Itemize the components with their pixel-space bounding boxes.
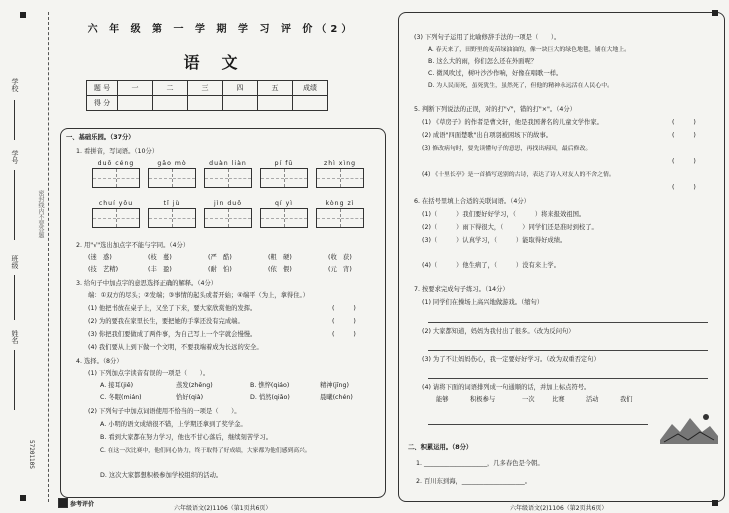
q4-sub-2: (2) 下列句子中加点词语使用不恰当的一项是（ ）。: [88, 408, 241, 415]
registration-mark: [20, 12, 26, 18]
answer-bracket[interactable]: ( ): [672, 184, 696, 191]
q4-option: 恰好(qià): [176, 394, 204, 401]
section-heading: 二、积累运用。（8分）: [408, 444, 473, 451]
question-3: 3. 给句子中加点字的意思选择正确的解释。（4分）: [76, 280, 218, 287]
q7-word: 活动: [586, 396, 599, 403]
q7-word: 积极参与: [470, 396, 496, 403]
writing-grid[interactable]: [204, 208, 252, 228]
q4-option[interactable]: B. 憔悴(qiáo): [250, 382, 290, 389]
writing-grid[interactable]: [316, 208, 364, 228]
registration-mark: [712, 10, 718, 16]
question-4: 4. 选择。（8分）: [76, 358, 123, 365]
s2-item[interactable]: 1. ____________________，几多春色是今朝。: [416, 460, 544, 467]
s2-item[interactable]: 2. 百川东到海，____________________。: [416, 478, 532, 485]
seal-dashed-line: [48, 12, 49, 502]
q4-option[interactable]: C. 冬眠(mián): [100, 394, 142, 401]
q4-option[interactable]: A. 小明的语文成绩很不错，上学期还拿到了奖学金。: [100, 421, 247, 428]
q4-sub-1: (1) 下列加点字读音有误的一项是（ ）。: [88, 370, 210, 377]
pinyin-cell: [204, 200, 252, 228]
score-input-cell[interactable]: [153, 96, 188, 111]
pinyin-text: gāo mò: [157, 160, 187, 167]
pinyin-cell: [148, 200, 196, 228]
r3-option[interactable]: A. 春天来了，田野里的麦苗绿油油的，像一块巨大的绿色地毯，铺在大地上。: [428, 47, 631, 53]
score-input-cell[interactable]: [188, 96, 223, 111]
pinyin-cell: [316, 160, 364, 188]
score-cell: 得 分: [87, 96, 118, 111]
q4-option[interactable]: D. 这次大家都想积极参加学校组织的活动。: [100, 472, 223, 479]
q3-item: (3) 你把我们要做成了两件事，为自己写上一个字就会慢慢。: [88, 331, 257, 338]
question-1: 1. 看拼音，写词语。（10分）: [76, 148, 159, 155]
q7-word: 能够: [436, 396, 449, 403]
binding-label-class: 班级: [11, 255, 19, 269]
mountain-scene-illustration: [660, 410, 718, 444]
registration-mark: [712, 500, 718, 506]
binding-strip: [0, 0, 46, 513]
score-table: [86, 80, 328, 111]
r3-option[interactable]: B. 这么大的雨，你们怎么还在外面呢？: [428, 58, 538, 65]
answer-bracket[interactable]: ( ): [332, 318, 356, 325]
footer-label: 参考评价: [70, 501, 95, 508]
q3-item: (4) 我们要从上到下做一个文明，不要我端着成为长远的安全。: [88, 344, 263, 351]
q4-option: 晨曦(chén): [320, 394, 353, 401]
pinyin-cell: [92, 160, 140, 188]
pinyin-cell: [92, 200, 140, 228]
question-2: 2. 用"√"选出加点字不能与字同。（4分）: [76, 242, 190, 249]
binding-line: [14, 275, 15, 320]
score-cell: 成绩: [293, 81, 328, 96]
score-cell: 四: [223, 81, 258, 96]
q4-option[interactable]: A. 接耳(jiē): [100, 382, 134, 389]
writing-grid[interactable]: [148, 168, 196, 188]
q2-option[interactable]: (严 酷): [208, 254, 232, 261]
q6-item[interactable]: (2)（ ）雨下得很大，（ ）同学们还是准时到校了。: [422, 224, 598, 231]
q3-item: (1) 他把书放在桌子上，又坐了下来，要大家欣赏他的发挥。: [88, 305, 257, 312]
binding-label-number: 学号: [11, 150, 19, 164]
answer-bracket[interactable]: ( ): [672, 132, 696, 139]
r3-option[interactable]: C. 微风吹过，树叶沙沙作响，好像在唱歌一样。: [428, 70, 563, 77]
q7-item: (4) 请将下面的词语排列成一句通顺的话，并加上标点符号。: [422, 384, 591, 391]
binding-label-name: 姓名: [11, 330, 19, 344]
writing-grid[interactable]: [92, 168, 140, 188]
q2-option[interactable]: (元 宵): [328, 266, 352, 273]
q3-item: (2) 为的要我在家里长生，要把她的手掌还没有完成端。: [88, 318, 244, 325]
binding-line: [14, 350, 15, 410]
q5-item: (2) 成语"四面楚歌"出自项羽被困垓下的故事。: [422, 132, 553, 139]
q7-item: (3) 为了不让妈妈伤心，我一定要好好学习。（改为双重否定句）: [422, 356, 600, 363]
q4-option[interactable]: B. 看到大家都在努力学习，他也不甘心落后，继续刻苦学习。: [100, 434, 273, 441]
binding-line: [14, 100, 15, 140]
score-cell: 三: [188, 81, 223, 96]
writing-grid[interactable]: [204, 168, 252, 188]
pinyin-cell: [260, 200, 308, 228]
q2-option[interactable]: (迷 惑): [88, 254, 112, 261]
section-heading: 一、基础乐园。（37分）: [66, 134, 135, 141]
answer-line[interactable]: [428, 424, 648, 425]
binding-label-school: 学校: [11, 78, 19, 92]
footer-page-left: 六年级语文(2)1106（第1页共6页）: [174, 505, 272, 512]
question-5: 5. 判断下列说法的正误，对的打"√"，错的打"×"。（4分）: [414, 106, 576, 113]
q6-item[interactable]: (3)（ ）认真学习，（ ）能取得好成绩。: [422, 237, 567, 244]
pinyin-text: tǐ jù: [163, 200, 181, 207]
q2-option[interactable]: (技 艺精): [88, 266, 119, 273]
q7-item: (1) 同学们在操场上高兴地做游戏。（缩句）: [422, 299, 544, 306]
answer-bracket[interactable]: ( ): [672, 119, 696, 126]
pinyin-text: duō céng: [97, 160, 135, 167]
pinyin-text: qí yì: [275, 200, 293, 207]
q4-option: 蒸发(zhēng): [176, 382, 213, 389]
q7-word: 一次: [522, 396, 535, 403]
score-table-header-row: [87, 81, 328, 96]
question-6: 6. 在括号里填上合适的关联词语。（4分）: [414, 198, 530, 205]
q7-word: 我们: [620, 396, 633, 403]
answer-bracket[interactable]: ( ): [332, 305, 356, 312]
seal-note: 密封线内不要答题: [37, 190, 44, 238]
score-cell: 五: [258, 81, 293, 96]
r3-option[interactable]: D. 为人民而死，虽死犹生，虽然死了，但他的精神永远活在人民心中。: [428, 83, 613, 89]
q2-option[interactable]: (收 获): [328, 254, 352, 261]
score-input-cell[interactable]: [293, 96, 328, 111]
answer-bracket[interactable]: ( ): [332, 331, 356, 338]
score-table-score-row: [87, 96, 328, 111]
score-input-cell[interactable]: [258, 96, 293, 111]
q7-item: (2) 大家都知道，妈妈为我付出了很多。（改为反问句）: [422, 328, 575, 335]
q2-option[interactable]: (丰 盈): [148, 266, 172, 273]
answer-line[interactable]: [428, 322, 708, 323]
q3-intro: 端：①双方的尽头；②发端；③事情的起头或者开始；④端平（为上，拿得住。）: [88, 292, 309, 299]
q5-item: (4) 《十里长亭》是一首描写送别的古诗，表达了诗人对友人的不舍之情。: [422, 172, 615, 178]
pinyin-text: chuí yǒu: [98, 200, 134, 207]
eval-badge: [58, 498, 68, 508]
q7-word: 比赛: [552, 396, 565, 403]
pinyin-cell: [148, 160, 196, 188]
q6-item[interactable]: (1)（ ）我们要好好学习，（ ）将来报效祖国。: [422, 211, 586, 218]
binding-code: 5720110S: [28, 440, 35, 469]
pinyin-cell: [316, 200, 364, 228]
answer-bracket[interactable]: ( ): [672, 158, 696, 165]
score-cell: 一: [118, 81, 153, 96]
writing-grid[interactable]: [92, 208, 140, 228]
answer-line[interactable]: [428, 378, 708, 379]
pinyin-text: duàn liàn: [209, 160, 247, 167]
pinyin-cell: [204, 160, 252, 188]
binding-line: [14, 170, 15, 240]
question-r3: (3) 下列句子运用了比喻修辞手法的一项是（ ）。: [414, 34, 561, 41]
pinyin-text: pí fū: [274, 160, 294, 167]
q4-option[interactable]: C. 在这一次比赛中，他们同心协力，终于取得了好成绩，大家都为他们感到高兴。: [100, 448, 311, 454]
subject-title: 语文: [183, 53, 260, 72]
writing-grid[interactable]: [260, 208, 308, 228]
writing-grid[interactable]: [260, 168, 308, 188]
score-input-cell[interactable]: [118, 96, 153, 111]
q4-option[interactable]: D. 悄然(qiǎo): [250, 394, 290, 401]
score-cell: 题 号: [87, 81, 118, 96]
pinyin-cell: [260, 160, 308, 188]
exam-title: 六 年 级 第 一 学 期 学 习 评 价（2）: [87, 24, 356, 35]
q6-item[interactable]: (4)（ ）他生病了，（ ）没有来上学。: [422, 262, 561, 269]
score-input-cell[interactable]: [223, 96, 258, 111]
q2-option[interactable]: (依 偎): [268, 266, 292, 273]
pinyin-text: jìn duō: [214, 200, 242, 207]
pinyin-text: zhì xìng: [323, 160, 357, 167]
writing-grid[interactable]: [316, 168, 364, 188]
q2-option[interactable]: (粗 硬): [268, 254, 292, 261]
pinyin-text: kòng zì: [325, 200, 355, 207]
q4-option: 精神(jīng): [320, 382, 349, 389]
footer-page-right: 六年级语文(2)1106（第2页共6页）: [510, 505, 608, 512]
answer-line[interactable]: [428, 350, 708, 351]
score-cell: 二: [153, 81, 188, 96]
q5-item: (3) 修改病句时，要先读懂句子的意思，再找出病因，最后修改。: [422, 146, 592, 152]
q2-option[interactable]: (耐 怕): [208, 266, 232, 273]
q5-item: (1) 《草房子》的作者是曹文轩，他是我国著名的儿童文学作家。: [422, 119, 603, 126]
question-7: 7. 按要求完成句子练习。（14分）: [414, 286, 509, 293]
registration-mark: [20, 495, 26, 501]
sun-shape: [703, 414, 709, 420]
q2-option[interactable]: (枝 蔓): [148, 254, 172, 261]
writing-grid[interactable]: [148, 208, 196, 228]
